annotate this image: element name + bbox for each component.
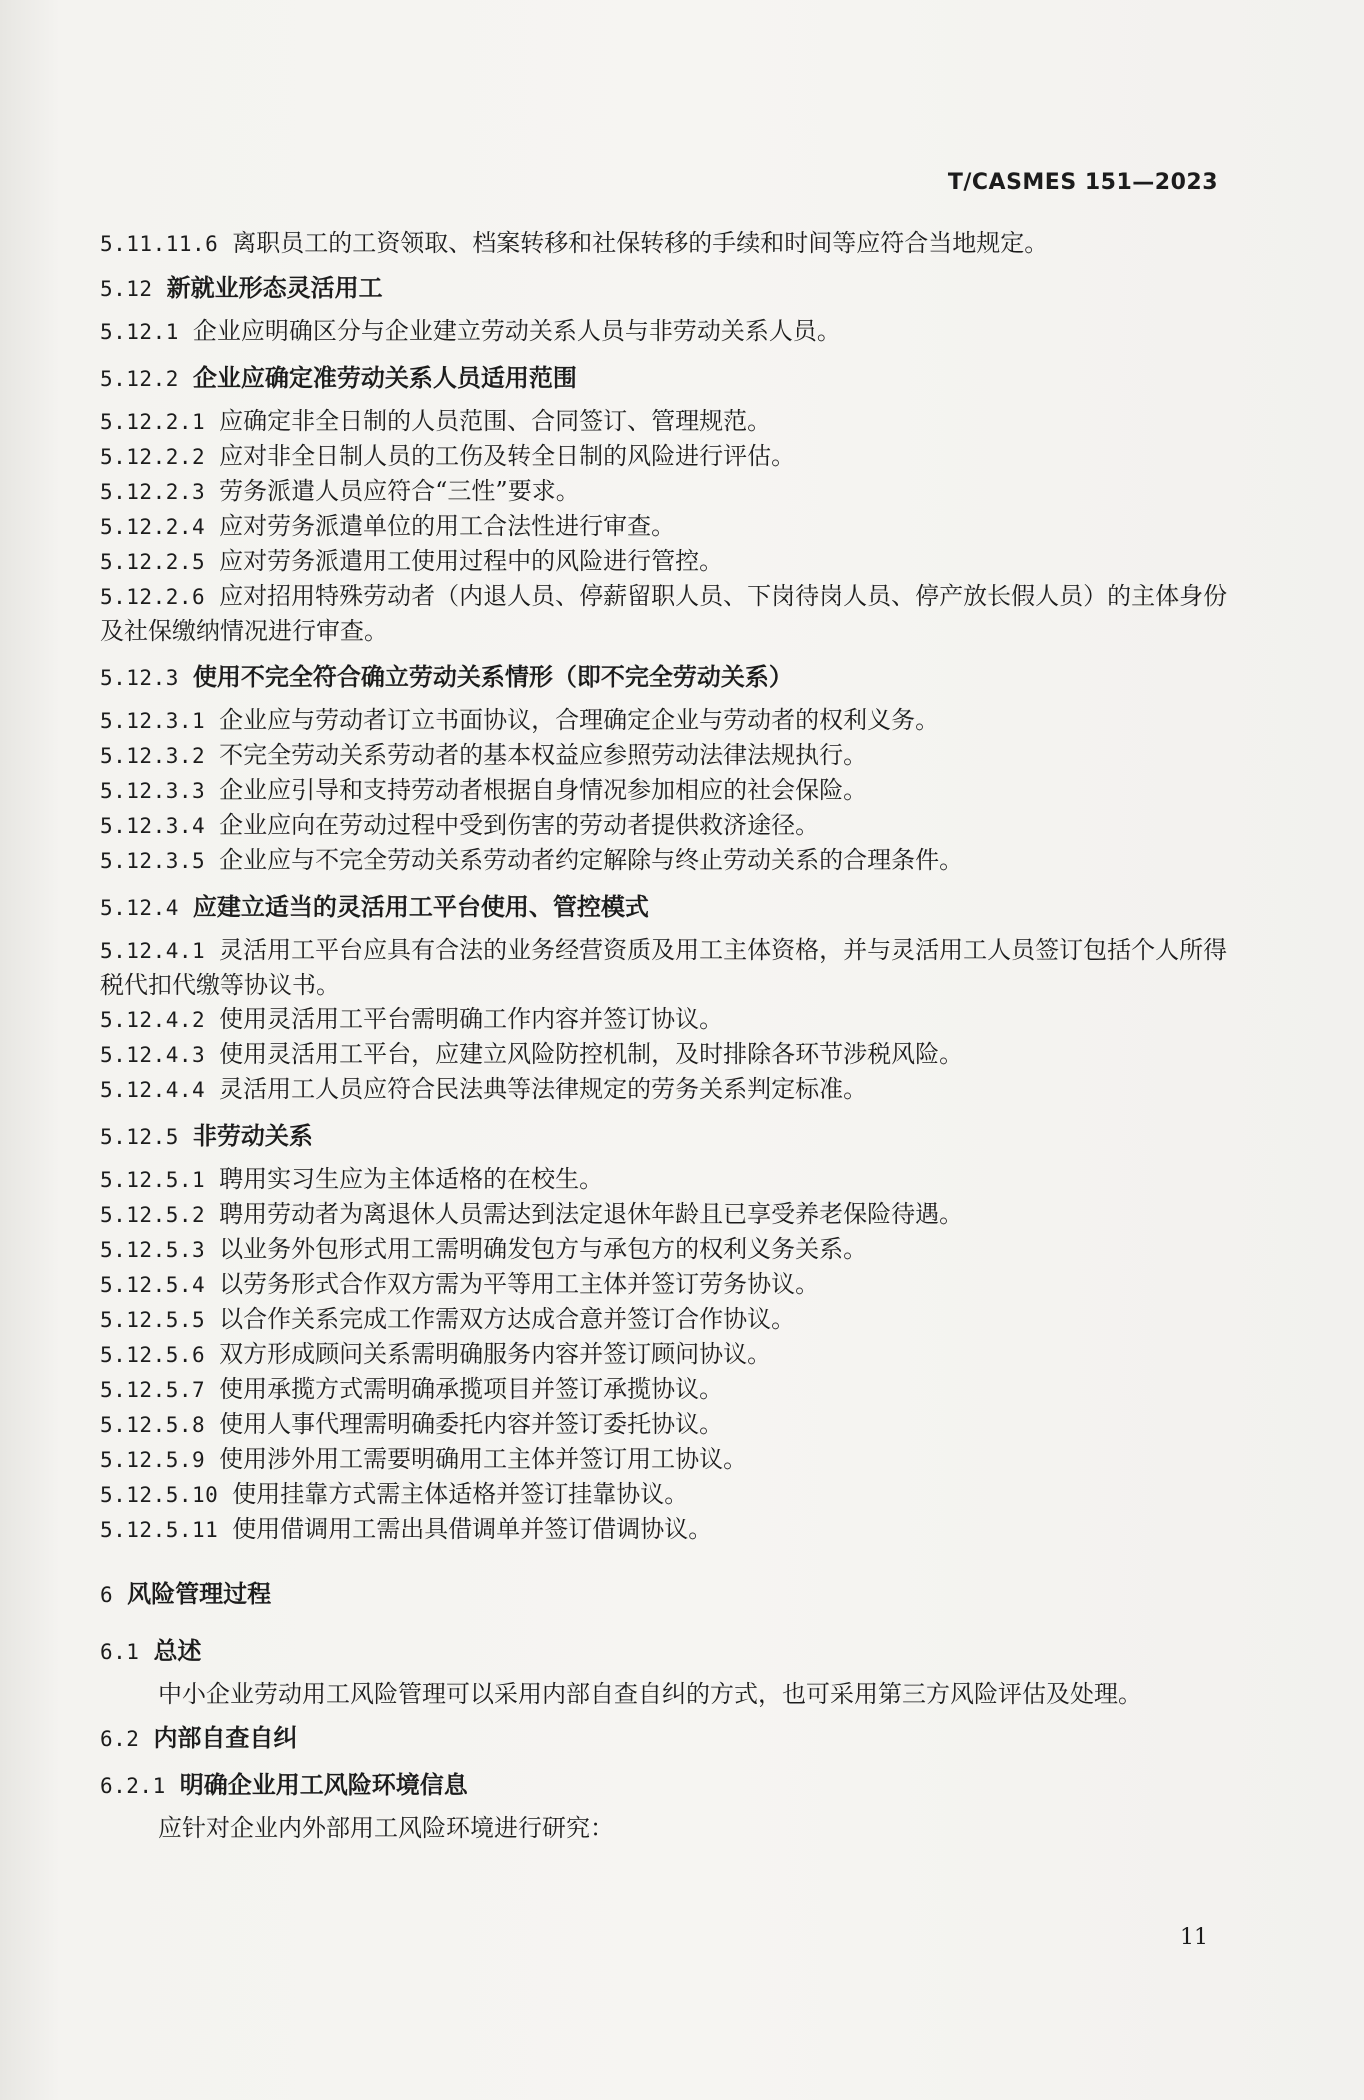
clause-5-12-2-4 [100,509,1230,544]
heading-5-12 [100,271,1230,306]
clause-text: 聘用实习生应为主体适格的在校生。 [219,1165,604,1193]
clause-number: 5.12.3 [100,666,179,690]
document-body [100,226,1230,1845]
clause-text: 使用灵活用工平台，应建立风险防控机制，及时排除各环节涉税风险。 [219,1040,964,1068]
clause-text: 企业应与劳动者订立书面协议，合理确定企业与劳动者的权利义务。 [219,706,940,734]
clause-number: 5.12.5.8 [100,1413,206,1437]
clause-5-12-3-2 [100,738,1230,773]
clause-5-12-5-7 [100,1372,1230,1407]
clause-5-11-11-6 [100,226,1230,261]
clause-number: 5.12.2.2 [100,445,206,469]
clause-5-12-3-3 [100,773,1230,808]
clause-number: 5.12 [100,277,153,301]
heading-6-2 [100,1721,1230,1756]
heading-6-1 [100,1634,1230,1669]
clause-number: 5.12.1 [100,320,179,344]
paragraph-6-2-1: 应针对企业内外部用工风险环境进行研究： [158,1814,614,1842]
clause-number: 5.12.5.10 [100,1483,219,1507]
clause-number: 5.12.3.2 [100,744,206,768]
clause-text: 使用灵活用工平台需明确工作内容并签订协议。 [219,1005,724,1033]
clause-5-12-4-4 [100,1072,1230,1107]
heading-text: 企业应确定准劳动关系人员适用范围 [192,363,577,392]
heading-text: 使用不完全符合确立劳动关系情形（即不完全劳动关系） [192,662,793,691]
clause-text: 不完全劳动关系劳动者的基本权益应参照劳动法律法规执行。 [219,741,868,769]
clause-number: 5.12.4.1 [100,939,206,963]
clause-5-12-5-11 [100,1512,1230,1547]
heading-text: 应建立适当的灵活用工平台使用、管控模式 [192,892,649,921]
clause-number: 5.12.3.1 [100,709,206,733]
heading-text: 非劳动关系 [192,1121,313,1150]
clause-text: 以合作关系完成工作需双方达成合意并签订合作协议。 [219,1305,796,1333]
clause-5-12-4-3 [100,1037,1230,1072]
clause-number: 5.12.4.2 [100,1008,206,1032]
clause-5-12-5-4 [100,1267,1230,1302]
clause-text: 应对非全日制人员的工伤及转全日制的风险进行评估。 [219,442,796,470]
clause-5-12-5-9 [100,1442,1230,1477]
heading-text: 内部自查自纠 [153,1723,298,1752]
clause-number: 5.12.3.3 [100,779,206,803]
clause-5-12-5-2 [100,1197,1230,1232]
clause-text: 企业应与不完全劳动关系劳动者约定解除与终止劳动关系的合理条件。 [219,846,964,874]
heading-6-2-1 [100,1768,1230,1803]
clause-text: 使用涉外用工需要明确用工主体并签订用工协议。 [219,1445,748,1473]
clause-number: 5.12.2.5 [100,550,206,574]
clause-number: 5.12.5.1 [100,1168,206,1192]
clause-5-12-5-1 [100,1162,1230,1197]
clause-number: 5.12.2 [100,367,179,391]
clause-number: 5.12.5.2 [100,1203,206,1227]
clause-number: 5.12.5.5 [100,1308,206,1332]
clause-text: 灵活用工平台应具有合法的业务经营资质及用工主体资格，并与灵活用工人员签订包括个人所得税代扣代缴等协议书。 [100,936,1228,999]
clause-5-12-2-2 [100,439,1230,474]
clause-number: 5.12.4.4 [100,1078,206,1102]
clause-number: 5.12.5.11 [100,1518,219,1542]
clause-number: 5.12.4 [100,896,179,920]
clause-5-12-5-8 [100,1407,1230,1442]
clause-number: 6.1 [100,1640,140,1664]
clause-5-12-2-1 [100,404,1230,439]
clause-text: 使用借调用工需出具借调单并签订借调协议。 [232,1515,713,1543]
clause-number: 5.12.4.3 [100,1043,206,1067]
standard-number: T/CASMES 151—2023 [947,170,1218,195]
clause-5-12-5-5 [100,1302,1230,1337]
clause-5-12-5-6 [100,1337,1230,1372]
clause-number: 6 [100,1583,114,1607]
clause-5-12-4-2 [100,1002,1230,1037]
clause-text: 使用挂靠方式需主体适格并签订挂靠协议。 [232,1480,689,1508]
clause-text: 离职员工的工资领取、档案转移和社保转移的手续和时间等应符合当地规定。 [232,229,1049,257]
heading-6 [100,1577,1230,1612]
clause-text: 应确定非全日制的人员范围、合同签订、管理规范。 [219,407,772,435]
clause-number: 5.12.2.1 [100,410,206,434]
page-number: 11 [1180,1925,1208,1950]
clause-text: 以劳务形式合作双方需为平等用工主体并签订劳务协议。 [219,1270,820,1298]
clause-number: 5.12.5.6 [100,1343,206,1367]
clause-number: 5.11.11.6 [100,232,219,256]
clause-number: 5.12.2.3 [100,480,206,504]
clause-number: 5.12.2.6 [100,585,206,609]
heading-text: 新就业形态灵活用工 [166,273,383,302]
clause-5-12-2-6 [100,579,1230,648]
clause-number: 5.12.5 [100,1125,179,1149]
clause-5-12-1 [100,314,1230,349]
clause-number: 5.12.3.4 [100,814,206,838]
clause-5-12-5-3 [100,1232,1230,1267]
clause-number: 5.12.5.7 [100,1378,206,1402]
clause-5-12-3-1 [100,703,1230,738]
clause-text: 劳务派遣人员应符合“三性”要求。 [219,477,580,505]
heading-5-12-2 [100,361,1230,396]
clause-text: 灵活用工人员应符合民法典等法律规定的劳务关系判定标准。 [219,1075,868,1103]
clause-number: 5.12.5.4 [100,1273,206,1297]
heading-5-12-3 [100,660,1230,695]
clause-number: 5.12.3.5 [100,849,206,873]
clause-5-12-3-4 [100,808,1230,843]
clause-text: 聘用劳动者为离退休人员需达到法定退休年龄且已享受养老保险待遇。 [219,1200,964,1228]
clause-text: 应对劳务派遣用工使用过程中的风险进行管控。 [219,547,724,575]
heading-text: 风险管理过程 [127,1579,272,1608]
clause-text: 使用承揽方式需明确承揽项目并签订承揽协议。 [219,1375,724,1403]
clause-number: 5.12.5.9 [100,1448,206,1472]
clause-number: 6.2 [100,1727,140,1751]
paragraph-6-1: 中小企业劳动用工风险管理可以采用内部自查自纠的方式，也可采用第三方风险评估及处理。 [158,1680,1142,1708]
clause-text: 应对劳务派遣单位的用工合法性进行审查。 [219,512,676,540]
clause-5-12-3-5 [100,843,1230,878]
clause-5-12-4-1 [100,933,1230,1002]
clause-text: 应对招用特殊劳动者（内退人员、停薪留职人员、下岗待岗人员、停产放长假人员）的主体身份及社保缴纳情况进行审查。 [100,582,1228,645]
clause-text: 双方形成顾问关系需明确服务内容并签订顾问协议。 [219,1340,772,1368]
clause-5-12-2-5 [100,544,1230,579]
clause-5-12-2-3 [100,474,1230,509]
heading-5-12-4 [100,890,1230,925]
heading-5-12-5 [100,1119,1230,1154]
clause-text: 企业应明确区分与企业建立劳动关系人员与非劳动关系人员。 [192,317,841,345]
clause-5-12-5-10 [100,1477,1230,1512]
clause-text: 企业应引导和支持劳动者根据自身情况参加相应的社会保险。 [219,776,868,804]
clause-text: 企业应向在劳动过程中受到伤害的劳动者提供救济途径。 [219,811,820,839]
clause-number: 5.12.5.3 [100,1238,206,1262]
heading-text: 总述 [153,1636,202,1665]
clause-number: 6.2.1 [100,1774,166,1798]
clause-text: 以业务外包形式用工需明确发包方与承包方的权利义务关系。 [219,1235,868,1263]
clause-text: 使用人事代理需明确委托内容并签订委托协议。 [219,1410,724,1438]
heading-text: 明确企业用工风险环境信息 [179,1770,468,1799]
clause-number: 5.12.2.4 [100,515,206,539]
